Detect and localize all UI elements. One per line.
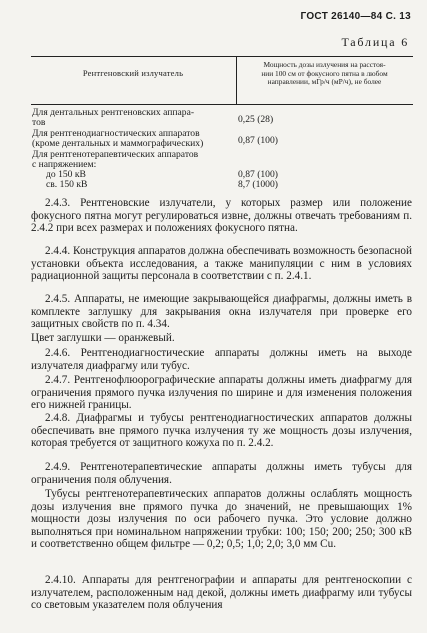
table-row-value: 0,87 (100) [238, 169, 278, 180]
paragraph-2-4-4: 2.4.4. Конструкция аппаратов должна обеспечивать возможность безопасной установки объекта исследования, а также манипуляции с ним в условиях радиационной защиты персонала в соответствии с п. 2.4.1. [31, 245, 412, 283]
table-header-dose-line: нии 100 см от фокусного пятна в любом [261, 68, 388, 78]
paragraph-cap-color: Цвет заглушки — оранжевый. [31, 332, 175, 344]
paragraph-2-4-3: 2.4.3. Рентгеновские излучатели, у которых размер или положение фокусного пятна могут регулироваться извне, должны отвечать требованиям п. 2.4.2 при всех размерах и положениях фокусного пятна. [31, 197, 412, 235]
table-header-dose-line: Мощность дозы излучения на расстоя- [263, 60, 386, 69]
paragraph-2-4-8: 2.4.8. Диафрагмы и тубусы рентгенодиагностических аппаратов должны обеспечивать вне прямого пучка излучения ту же мощность дозы излучения, которая требуется от защитного кожуха по п. 2.4.2. [31, 412, 412, 450]
page-header-gost: ГОСТ 26140—84 С. 13 [300, 11, 411, 22]
table-header-dose-rate [238, 61, 411, 87]
paragraph-2-4-9: 2.4.9. Рентгенотерапевтические аппараты должны иметь тубусы для ограничения поля облучения. [31, 461, 412, 486]
table-row-label: Для рентгенотерапевтических аппаратов [32, 149, 199, 160]
table-top-rule [31, 56, 413, 57]
table-title: Таблица 6 [341, 35, 409, 49]
table-row-label: до 150 кВ [46, 169, 86, 180]
table-header-dose-line: направлении, мГр/ч (мР/ч), не более [267, 77, 382, 87]
table-row-label: (кроме дентальных и маммографических) [32, 138, 204, 149]
table-row-value: 8,7 (1000) [238, 179, 278, 190]
table-header-rule [31, 104, 413, 105]
paragraph-2-4-10: 2.4.10. Аппараты для рентгенографии и аппараты для рентгеноскопии с излучателем, расположенным над декой, должны иметь диафрагму или тубусы со световым указателем поля облучения [31, 574, 412, 612]
table-header-emitter: Рентгеновский излучатель [82, 68, 184, 78]
table-row-label: св. 150 кВ [46, 179, 88, 190]
table-row-label: Для рентгенодиагностических аппаратов [32, 128, 200, 139]
paragraph-2-4-5: 2.4.5. Аппараты, не имеющие закрывающейся диафрагмы, должны иметь в комплекте заглушку для закрывания окна излучателя при проверке его защитных свойств по п. 4.34. [31, 293, 412, 331]
table-row-value: 0,25 (28) [238, 114, 274, 125]
table-row-label: тов [32, 117, 46, 128]
paragraph-tubes: Тубусы рентгенотерапевтических аппаратов должны ослаблять мощность дозы излучения вне прямого пучка до значений, не превышающих 1% мощности дозы излучения по оси рабочего пучка. Это условие должно выполняться при номинальном напряжении трубки: 100; 150; 200; 250; 300 кВ и соответственно общем фильтре — 0,2; 0,5; 1,0; 2,0; 3,0 мм Cu. [31, 488, 412, 551]
paragraph-2-4-6: 2.4.6. Рентгенодиагностические аппараты должны иметь на выходе излучателя диафрагму или тубус. [31, 347, 412, 372]
table-row-value: 0,87 (100) [238, 135, 278, 146]
paragraph-2-4-7: 2.4.7. Рентгенофлюорографические аппараты должны иметь диафрагму для ограничения прямого пучка излучения по ширине и для изменения положения его нижней границы. [31, 374, 412, 412]
table-header-divider [236, 56, 237, 104]
table-row-label: Для дентальных рентгеновских аппара- [32, 107, 195, 118]
table-row-label: с напряжением: [32, 159, 97, 170]
